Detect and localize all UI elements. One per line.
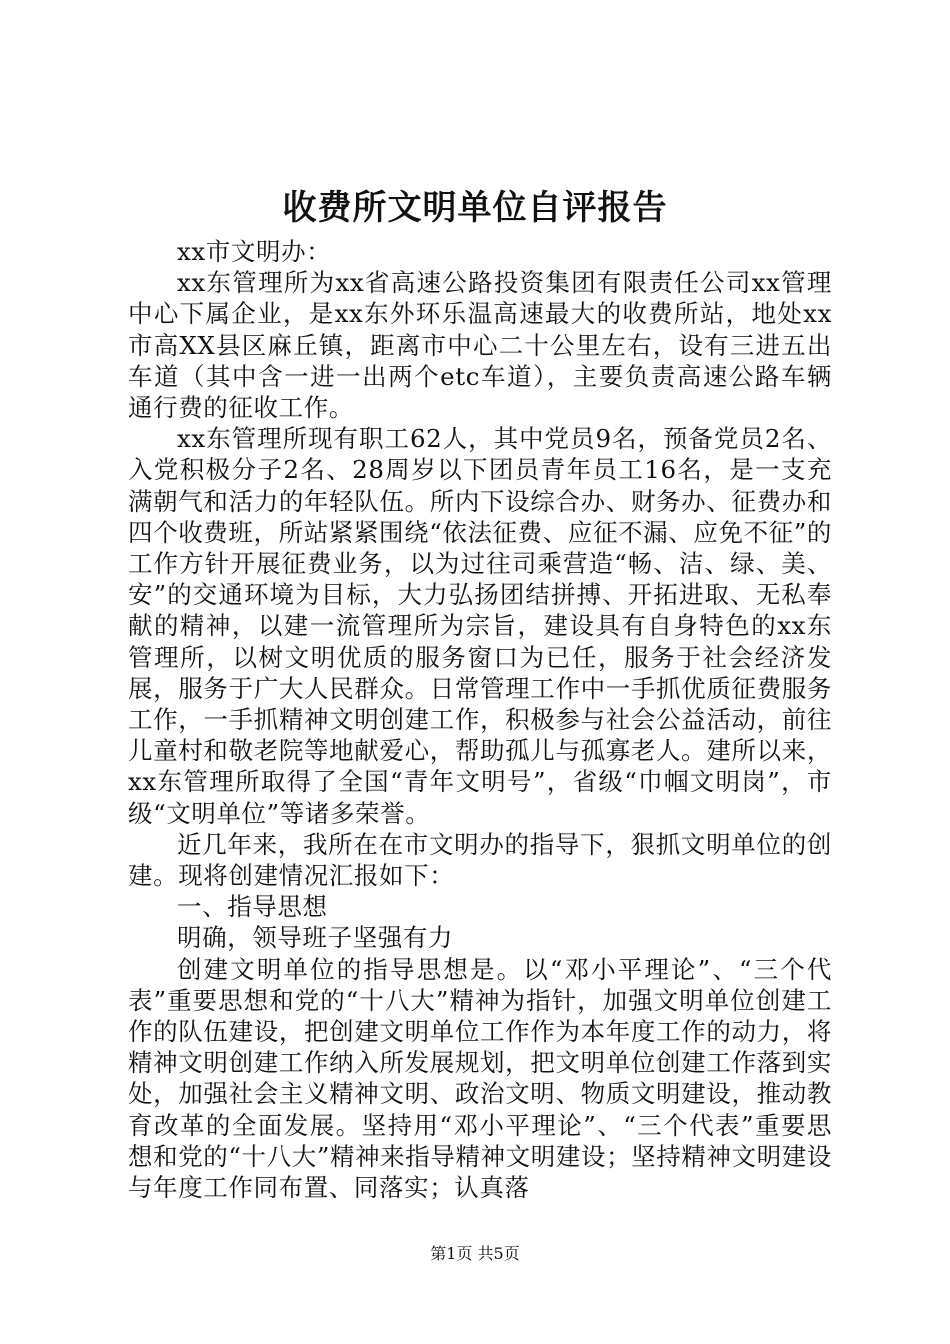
paragraph-overview: 近几年来，我所在在市文明办的指导下，狠抓文明单位的创建。现将创建情况汇报如下： — [128, 829, 832, 891]
document-body — [128, 236, 832, 1203]
paragraph-guiding-thought: 创建文明单位的指导思想是。以“邓小平理论”、“三个代表”重要思想和党的“十八大”精神为指针，加强文明单位创建工作的队伍建设，把创建文明单位工作作为本年度工作的动力，将精神文明创建工作纳入所发展规划，把文明单位创建工作落到实处，加强社会主义精神文明、政治文明、物质文明建设，推动教育改革的全面发展。坚持用“邓小平理论”、“三个代表”重要思想和党的“十八大”精神来指导精神文明建设；坚持精神文明建设与年度工作同布置、同落实；认真落 — [128, 954, 832, 1203]
page-number-footer: 第1页 共5页 — [430, 1244, 520, 1263]
paragraph-intro: xx东管理所为xx省高速公路投资集团有限责任公司xx管理中心下属企业，是xx东外环乐温高速最大的收费所站，地处xx市高XX县区麻丘镇，距离市中心二十公里左右，设有三进五出车道（其中含一进一出两个etc车道），主要负责高速公路车辆通行费的征收工作。 — [128, 268, 832, 423]
paragraph-staff: xx东管理所现有职工62人，其中党员9名，预备党员2名、入党积极分子2名、28周岁以下团员青年员工16名，是一支充满朝气和活力的年轻队伍。所内下设综合办、财务办、征费办和四个收费班，所站紧紧围绕“依法征费、应征不漏、应免不征”的工作方针开展征费业务，以为过往司乘营造“畅、洁、绿、美、安”的交通环境为目标，大力弘扬团结拼搏、开拓进取、无私奉献的精神，以建一流管理所为宗旨，建设具有自身特色的xx东管理所，以树文明优质的服务窗口为已任，服务于社会经济发展，服务于广大人民群众。日常管理工作中一手抓优质征费服务工作，一手抓精神文明创建工作，积极参与社会公益活动，前往儿童村和敬老院等地献爱心，帮助孤儿与孤寡老人。建所以来，xx东管理所取得了全国“青年文明号”，省级“巾帼文明岗”，市级“文明单位”等诸多荣誉。 — [128, 424, 832, 828]
document-title: 收费所文明单位自评报告 — [282, 188, 668, 228]
paragraph-salutation: xx市文明办： — [177, 237, 332, 266]
section-heading-1: 一、指导思想 — [177, 892, 328, 922]
subheading: 明确，领导班子坚强有力 — [177, 923, 454, 953]
